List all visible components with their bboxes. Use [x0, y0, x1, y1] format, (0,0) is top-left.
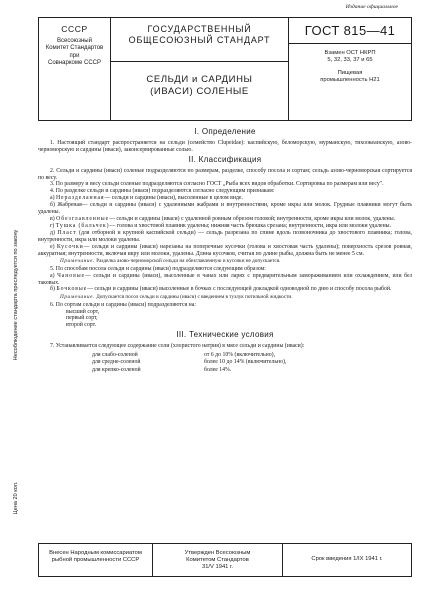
approved-by-line: 31/V 1941 г.: [201, 564, 234, 570]
document-footer: [38, 543, 412, 577]
cut-type-e: д) Пласт (для отборной и крупной каспийской сельди) — сельдь разрезана по спине вдоль позвоночника до хвостового плавника; голова, внутренности, икра или молоки удалены.: [38, 229, 412, 243]
committee-name: [39, 38, 110, 68]
header-code-column: [289, 18, 411, 120]
paragraph-5: 5. По способам посола сельди и сардины (иваси) подразделяются следующим образом:: [50, 265, 266, 272]
introduced-by-line: рыбной промышленности СССР: [51, 557, 140, 563]
approved-by-line: Утвержден Всесоюзным: [184, 550, 251, 556]
grade-item: высший сорт,: [66, 308, 100, 315]
replaces-line: Взамен ОСТ НКРП: [324, 50, 376, 56]
paragraph-4: 4. По разделке сельди и сардины (иваси) подразделяются согласно следующим признакам:: [50, 188, 275, 195]
note-2: [38, 294, 412, 300]
ussr-label: СССР: [61, 24, 88, 34]
cut-desc: (для отборной и крупной каспийской сельди) — сельдь разрезана по спине вдоль позвоночника до хвостового плавника; голова, внутренности, икра или молоки удалены.: [38, 229, 412, 243]
grade-item: второй сорт.: [66, 322, 97, 329]
cut-desc: — голова и хвостовой плавник удалены; нижняя часть брюшка срезана; внутренности, икра или молоки удалены.: [109, 222, 392, 229]
section-heading-technical: III. Технические условия: [176, 330, 274, 340]
header-title-column: [111, 18, 289, 120]
approved-by-line: Комитетом Стандартов: [186, 557, 249, 563]
note-1: [38, 258, 412, 264]
introduced-by-line: Внесен Народным комиссариатом: [49, 550, 142, 556]
salt-label: для слабо-соленой: [92, 352, 138, 359]
price-side-note: [10, 468, 22, 528]
salt-label: для крепко-соленой: [92, 366, 141, 373]
legal-side-note: [10, 180, 22, 410]
salting-term: Чановые: [57, 272, 85, 279]
price-side-note-text: Цена 20 коп.: [13, 481, 19, 515]
document-body: [38, 126, 412, 374]
cut-type-a: а) Неразделанная— сельди и сардины (иваси), высоленные в целом виде.: [50, 195, 243, 202]
paragraph-2: 2. Сельди и сардины (иваси) соленые подразделяются по размерам, разделке, способу посола и сортам; сельдь азово-черноморская сортируется по весу.: [38, 167, 412, 181]
paragraph-3: 3. По размеру и весу сельди соленые подразделяются согласно ГОСТ „Рыба всех видов обработки. Сортировка по размерам или весу".: [50, 181, 384, 188]
salt-label: для средне-соленой: [92, 359, 141, 366]
salting-term: Бочковые: [56, 286, 88, 293]
product-title-line: (ИВАСИ) СОЛЕНЫЕ: [150, 86, 249, 97]
committee-line: Комитет Стандартов: [45, 45, 104, 52]
cut-desc: — сельди и сардины (иваси) нарезаны на поперечные кусочки (голова и хвостовая часть удалены); поверхность срезов ровная, аккуратная; внутренности, включая икру или молоки, удалены. Длина кусочков, считая по длине рыбы, должна быть не менее 5 см.: [38, 243, 412, 257]
industry-line: Пищевая: [337, 70, 363, 76]
note-text: Разделка азово-черноморской сельди на обезглавленную и кусочки не допускается.: [96, 258, 281, 265]
cut-desc: — сельди и сардины (иваси) с удаленными жабрами и внутренностями, кроме икры или молок. Грудные плавники могут быть удалены.: [38, 202, 412, 216]
cut-type-d: г) Тушка (бальчек)— голова и хвостовой плавник удалены; нижняя часть брюшка срезана; внутренности, икра или молоки удалены.: [50, 222, 392, 229]
cut-type-b: б) Жабреная— сельди и сардины (иваси) с удаленными жабрами и внутренностями, кроме икры или молок. Грудные плавники могут быть удалены.: [38, 202, 412, 216]
cut-type-f: е) Кусочки— сельди и сардины (иваси) нарезаны на поперечные кусочки (голова и хвостовая часть удалены); поверхность срезов ровная, аккуратная; внутренности, включая икру или молоки, удалены. Длина кусочков, считая по длине рыбы, должна быть не менее 5 см.: [38, 243, 412, 257]
standard-title: [111, 18, 288, 62]
cut-term: Пласт: [57, 229, 77, 236]
product-title: [111, 62, 288, 98]
cut-term: Кусочки: [56, 243, 84, 250]
replaces-note: [289, 44, 411, 64]
note-label: Примечание.: [60, 294, 95, 301]
standard-title-line: ГОСУДАРСТВЕННЫЙ: [147, 24, 252, 34]
introduced-by: [39, 544, 153, 576]
salt-value: более 14%.: [204, 366, 232, 373]
cut-type-c: в) Обезглавленные— сельди и сардины (иваси) с удаленной ровным обрезом головой; внутренности, кроме икры или молок, удалены.: [50, 215, 396, 222]
committee-line: Совнаркоме СССР: [47, 60, 101, 67]
committee-line: Всесоюзный: [57, 38, 92, 44]
salt-content-row: [38, 359, 412, 366]
committee-line: при: [69, 52, 80, 59]
salt-content-row: [38, 367, 412, 374]
publication-note: Издание официальное: [345, 4, 398, 10]
salt-value: более 10 до 14% (включительно),: [204, 359, 287, 366]
approved-by: [153, 544, 283, 576]
paragraph-7: 7. Устанавливается следующее содержание соли (хлористого натрия) в мясе сельди и сардины (иваси):: [50, 343, 305, 350]
salting-type-b: б) Бочковые— сельди и сардины (иваси) высоленные в бочках с последующей докладкой одноводной по дню и способу посола рыбой.: [50, 286, 392, 293]
effective-date: Срок введения 1/IX 1941 г.: [311, 556, 383, 562]
cut-term: Жабреная: [57, 202, 82, 209]
cut-desc: — сельди и сардины (иваси) с удаленной ровным обрезом головой; внутренности, кроме икры или молок, удалены.: [109, 215, 396, 222]
industry-line: промышленность Н21: [320, 77, 380, 83]
industry-classification: [289, 70, 411, 84]
salting-desc: — сельди и сардины (иваси), высоленные в чанах или ларях с предварительным замораживанием или охлаждением, или без таковых.: [38, 272, 412, 286]
document-header: [38, 17, 412, 121]
note-label: Примечание.: [60, 258, 95, 265]
standard-title-line: ОБЩЕСОЮЗНЫЙ СТАНДАРТ: [128, 35, 271, 45]
cut-term: Тушка (бальчек): [55, 222, 110, 229]
salting-type-a: а) Чановые— сельди и сардины (иваси), высоленные в чанах или ларях с предварительным замораживанием или охлаждением, или без таковых.: [38, 272, 412, 286]
grade-item: первый сорт,: [66, 315, 98, 322]
product-title-line: СЕЛЬДИ и САРДИНЫ: [146, 74, 253, 85]
cut-term: Неразделанная: [55, 195, 105, 202]
header-issuer-column: [39, 18, 111, 120]
section-heading-definition: I. Определение: [194, 127, 256, 136]
cut-desc: — сельди и сардины (иваси), высоленные в целом виде.: [104, 195, 243, 202]
legal-side-note-text: Несоблюдение стандарта преследуется по закону: [13, 229, 19, 361]
salting-desc: — сельди и сардины (иваси) высоленные в бочках с последующей докладкой одноводной по дню и способу посола рыбой.: [87, 286, 392, 293]
gost-number: ГОСТ 815—41: [289, 18, 411, 44]
salt-value: от 6 до 10% (включительно),: [204, 352, 276, 359]
paragraph-1: 1. Настоящий стандарт распространяется на сельди (семейство Clupeidae): каспийскую, беломорскую, мурманскую, тихоокеанскую, азово-черноморскую и сардины (иваси), законсервированные солью.: [38, 139, 412, 153]
replaces-line: 5, 32, 33, 37 и 65: [327, 57, 373, 63]
paragraph-6: 6. По сортам сельди и сардины (иваси) подразделяются на:: [50, 301, 196, 308]
note-text: Допускается посол сельди и сардины (иваси) с введением в тузлук потильной жидкости.: [96, 294, 293, 301]
section-heading-classification: II. Классификация: [188, 154, 262, 164]
cut-term: Обезглавленные: [56, 215, 110, 222]
grade-list: [38, 309, 412, 330]
